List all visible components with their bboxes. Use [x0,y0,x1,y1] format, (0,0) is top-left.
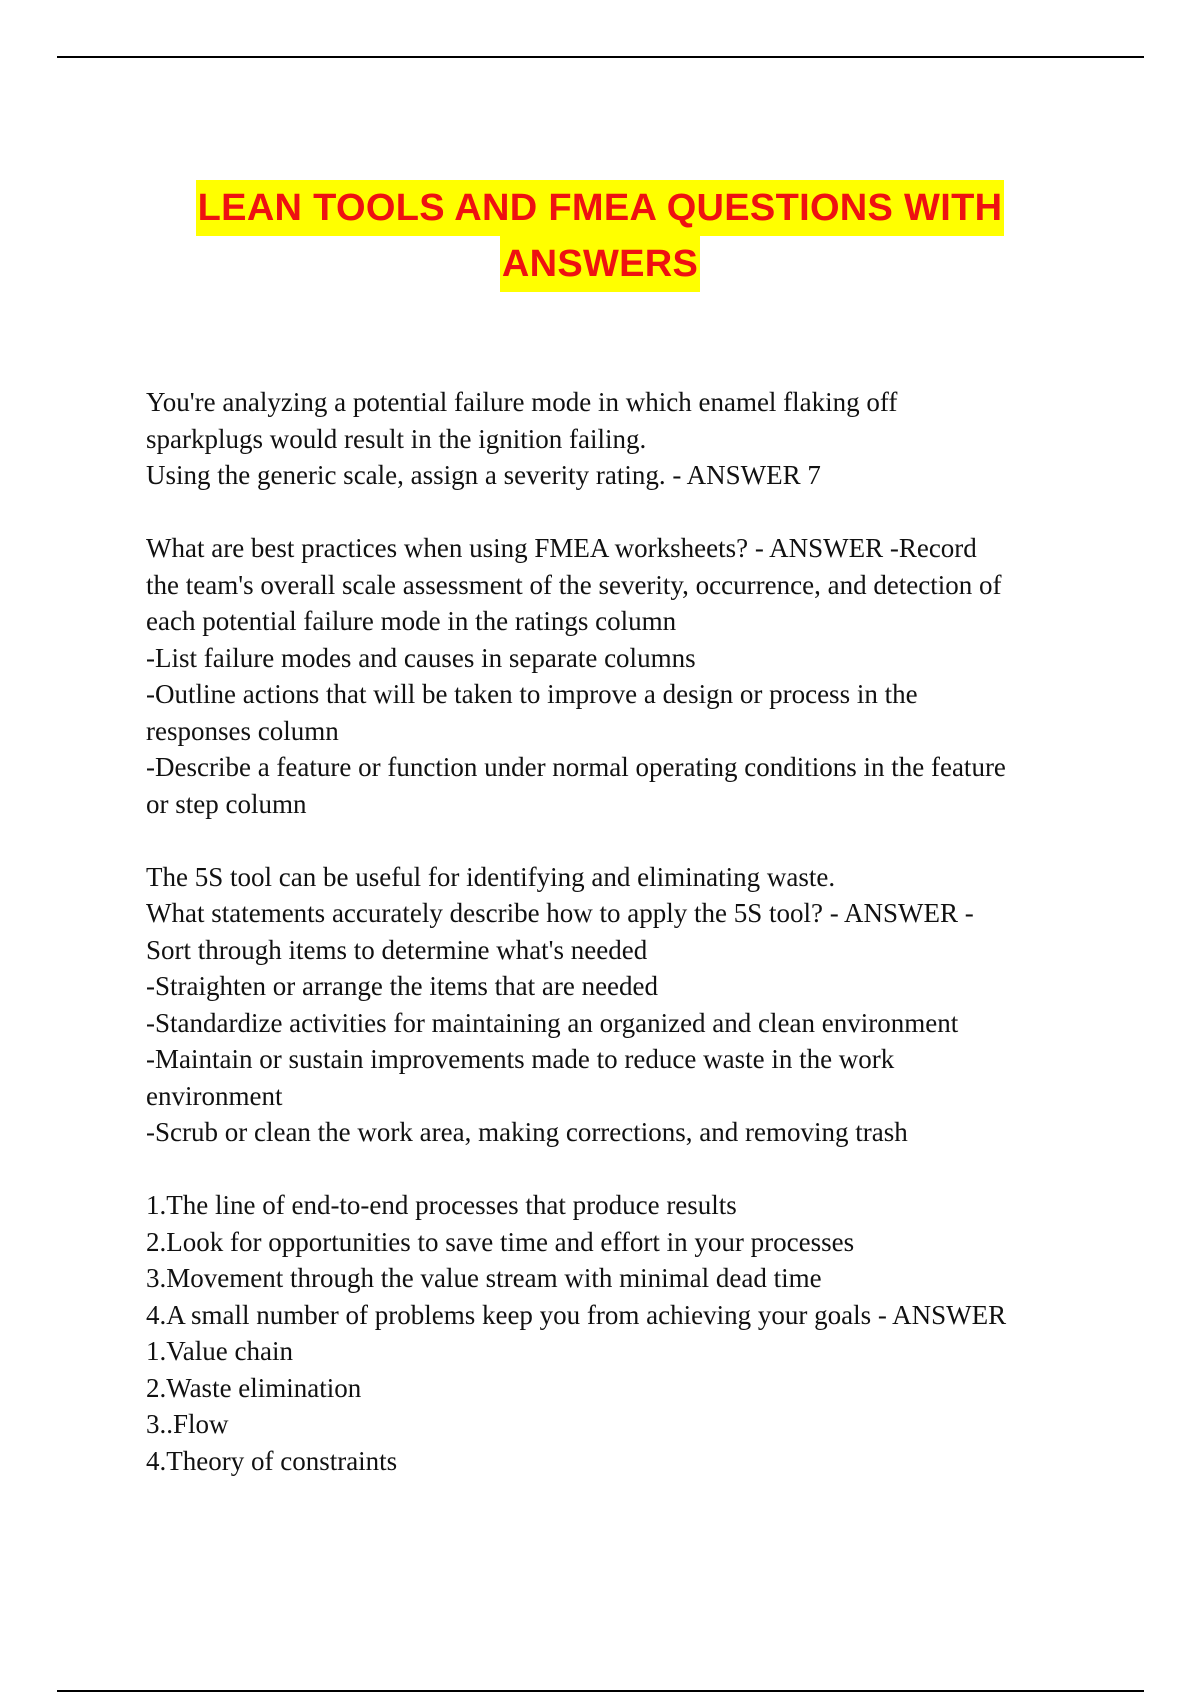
text-line: What statements accurately describe how to apply the 5S tool? - ANSWER - [146,898,974,928]
text-line: or step column [146,788,307,819]
text-line: sparkplugs would result in the ignition failing. [146,423,647,454]
text-line: The 5S tool can be useful for identifying and eliminating waste. [146,861,836,892]
text-line: 4.Theory of constraints [146,1445,398,1476]
text-line: 3..Flow [146,1409,229,1439]
title-line-2: ANSWERS [500,236,700,292]
text-line: 2.Look for opportunities to save time and effort in your processes [146,1226,855,1257]
text-line: 2.Waste elimination [146,1372,362,1403]
text-line: the team's overall scale assessment of the severity, occurrence, and detection of [146,569,1002,600]
qa-block-fmea-practices [146,530,1066,822]
text-line: each potential failure mode in the ratings column [146,606,677,636]
qa-block-lean-principles [146,1187,1066,1479]
text-line: -Standardize activities for maintaining an organized and clean environment [146,1007,959,1038]
text-line: -Maintain or sustain improvements made to reduce waste in the work [146,1044,895,1074]
text-line: -Outline actions that will be taken to improve a design or process in the [146,679,918,709]
text-line: 1.Value chain [146,1336,293,1366]
text-line: What are best practices when using FMEA worksheets? - ANSWER -Record [146,533,977,563]
text-line: You're analyzing a potential failure mode in which enamel flaking off [146,387,898,417]
text-line: environment [146,1080,283,1111]
text-line: Using the generic scale, assign a severity rating. - ANSWER 7 [146,460,821,490]
text-line: 1.The line of end-to-end processes that produce results [146,1190,737,1220]
qa-block-5s-tool [146,859,1066,1151]
text-line: 3.Movement through the value stream with minimal dead time [146,1263,822,1293]
text-line: responses column [146,715,339,746]
text-line: -Describe a feature or function under normal operating conditions in the feature [146,752,1006,782]
document-body [146,384,1066,1516]
text-line: -Straighten or arrange the items that are needed [146,971,659,1001]
text-line: -List failure modes and causes in separate columns [146,642,696,673]
document-title [0,180,1200,292]
text-line: -Scrub or clean the work area, making corrections, and removing trash [146,1117,908,1147]
bottom-rule [57,1690,1144,1692]
top-rule [57,56,1144,58]
qa-block-severity [146,384,1066,494]
text-line: Sort through items to determine what's needed [146,934,648,965]
title-line-1: LEAN TOOLS AND FMEA QUESTIONS WITH [196,180,1005,236]
text-line: 4.A small number of problems keep you from achieving your goals - ANSWER [146,1299,1007,1330]
